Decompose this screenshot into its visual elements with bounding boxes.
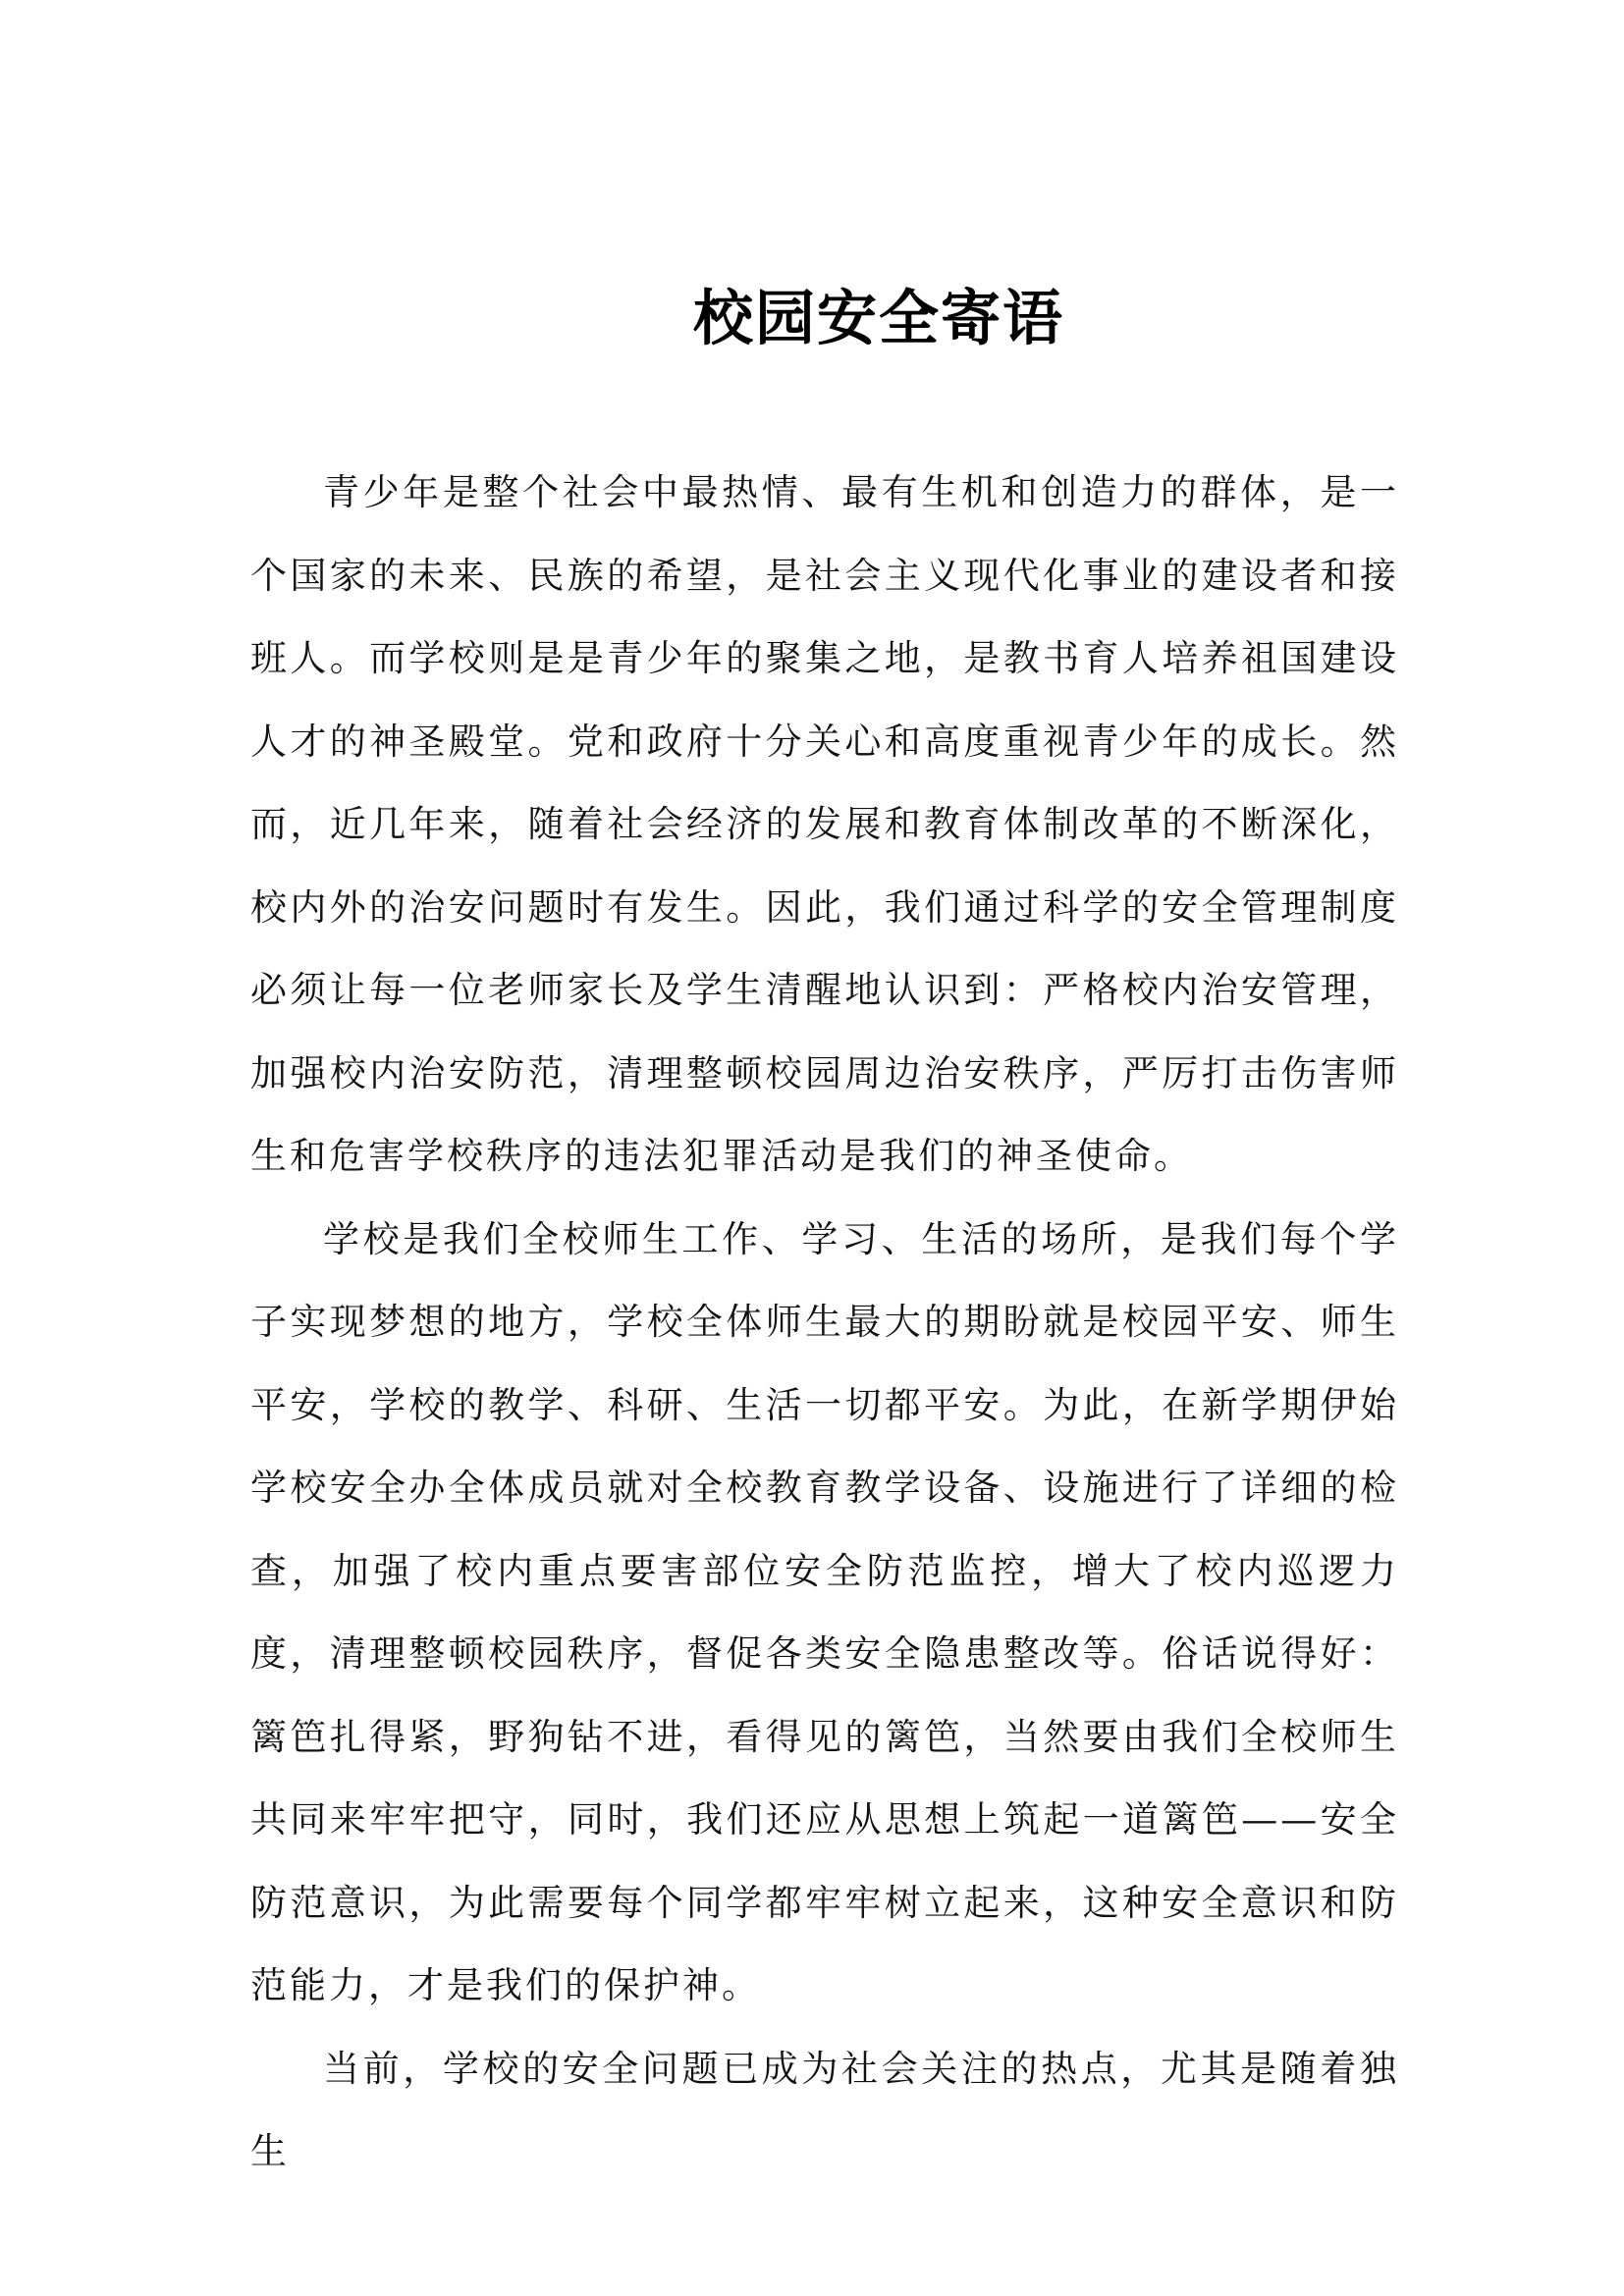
paragraph-2: 学校是我们全校师生工作、学习、生活的场所，是我们每个学子实现梦想的地方，学校全体师生最大的期盼就是校园平安、师生平安，学校的教学、科研、生活一切都平安。为此，在新学期伊始学校安全办全体成员就对全校教育教学设备、设施进行了详细的检查，加强了校内重点要害部位安全防范监控，增大了校内巡逻力度，清理整顿校园秩序，督促各类安全隐患整改等。俗话说得好：篱笆扎得紧，野狗钻不进，看得见的篱笆，当然要由我们全校师生共同来牢牢把守，同时，我们还应从思想上筑起一道篱笆——安全防范意识，为此需要每个同学都牢牢树立起来，这种安全意识和防范能力，才是我们的保护神。 [250,1217,1399,2006]
document-title: 校园安全寄语 [692,284,1064,353]
paragraph-1: 青少年是整个社会中最热情、最有生机和创造力的群体，是一个国家的未来、民族的希望，是社会主义现代化事业的建设者和接班人。而学校则是是青少年的聚集之地，是教书育人培养祖国建设人才的神圣殿堂。党和政府十分关心和高度重视青少年的成长。然而，近几年来，随着社会经济的发展和教育体制改革的不断深化，校内外的治安问题时有发生。因此，我们通过科学的安全管理制度必须让每一位老师家长及学生清醒地认识到：严格校内治安管理，加强校内治安防范，清理整顿校园周边治安秩序，严厉打击伤害师生和危害学校秩序的违法犯罪活动是我们的神圣使命。 [250,471,1399,1177]
paragraph-3: 当前，学校的安全问题已成为社会关注的热点，尤其是随着独生 [250,2047,1399,2172]
document-body [250,452,1399,2194]
